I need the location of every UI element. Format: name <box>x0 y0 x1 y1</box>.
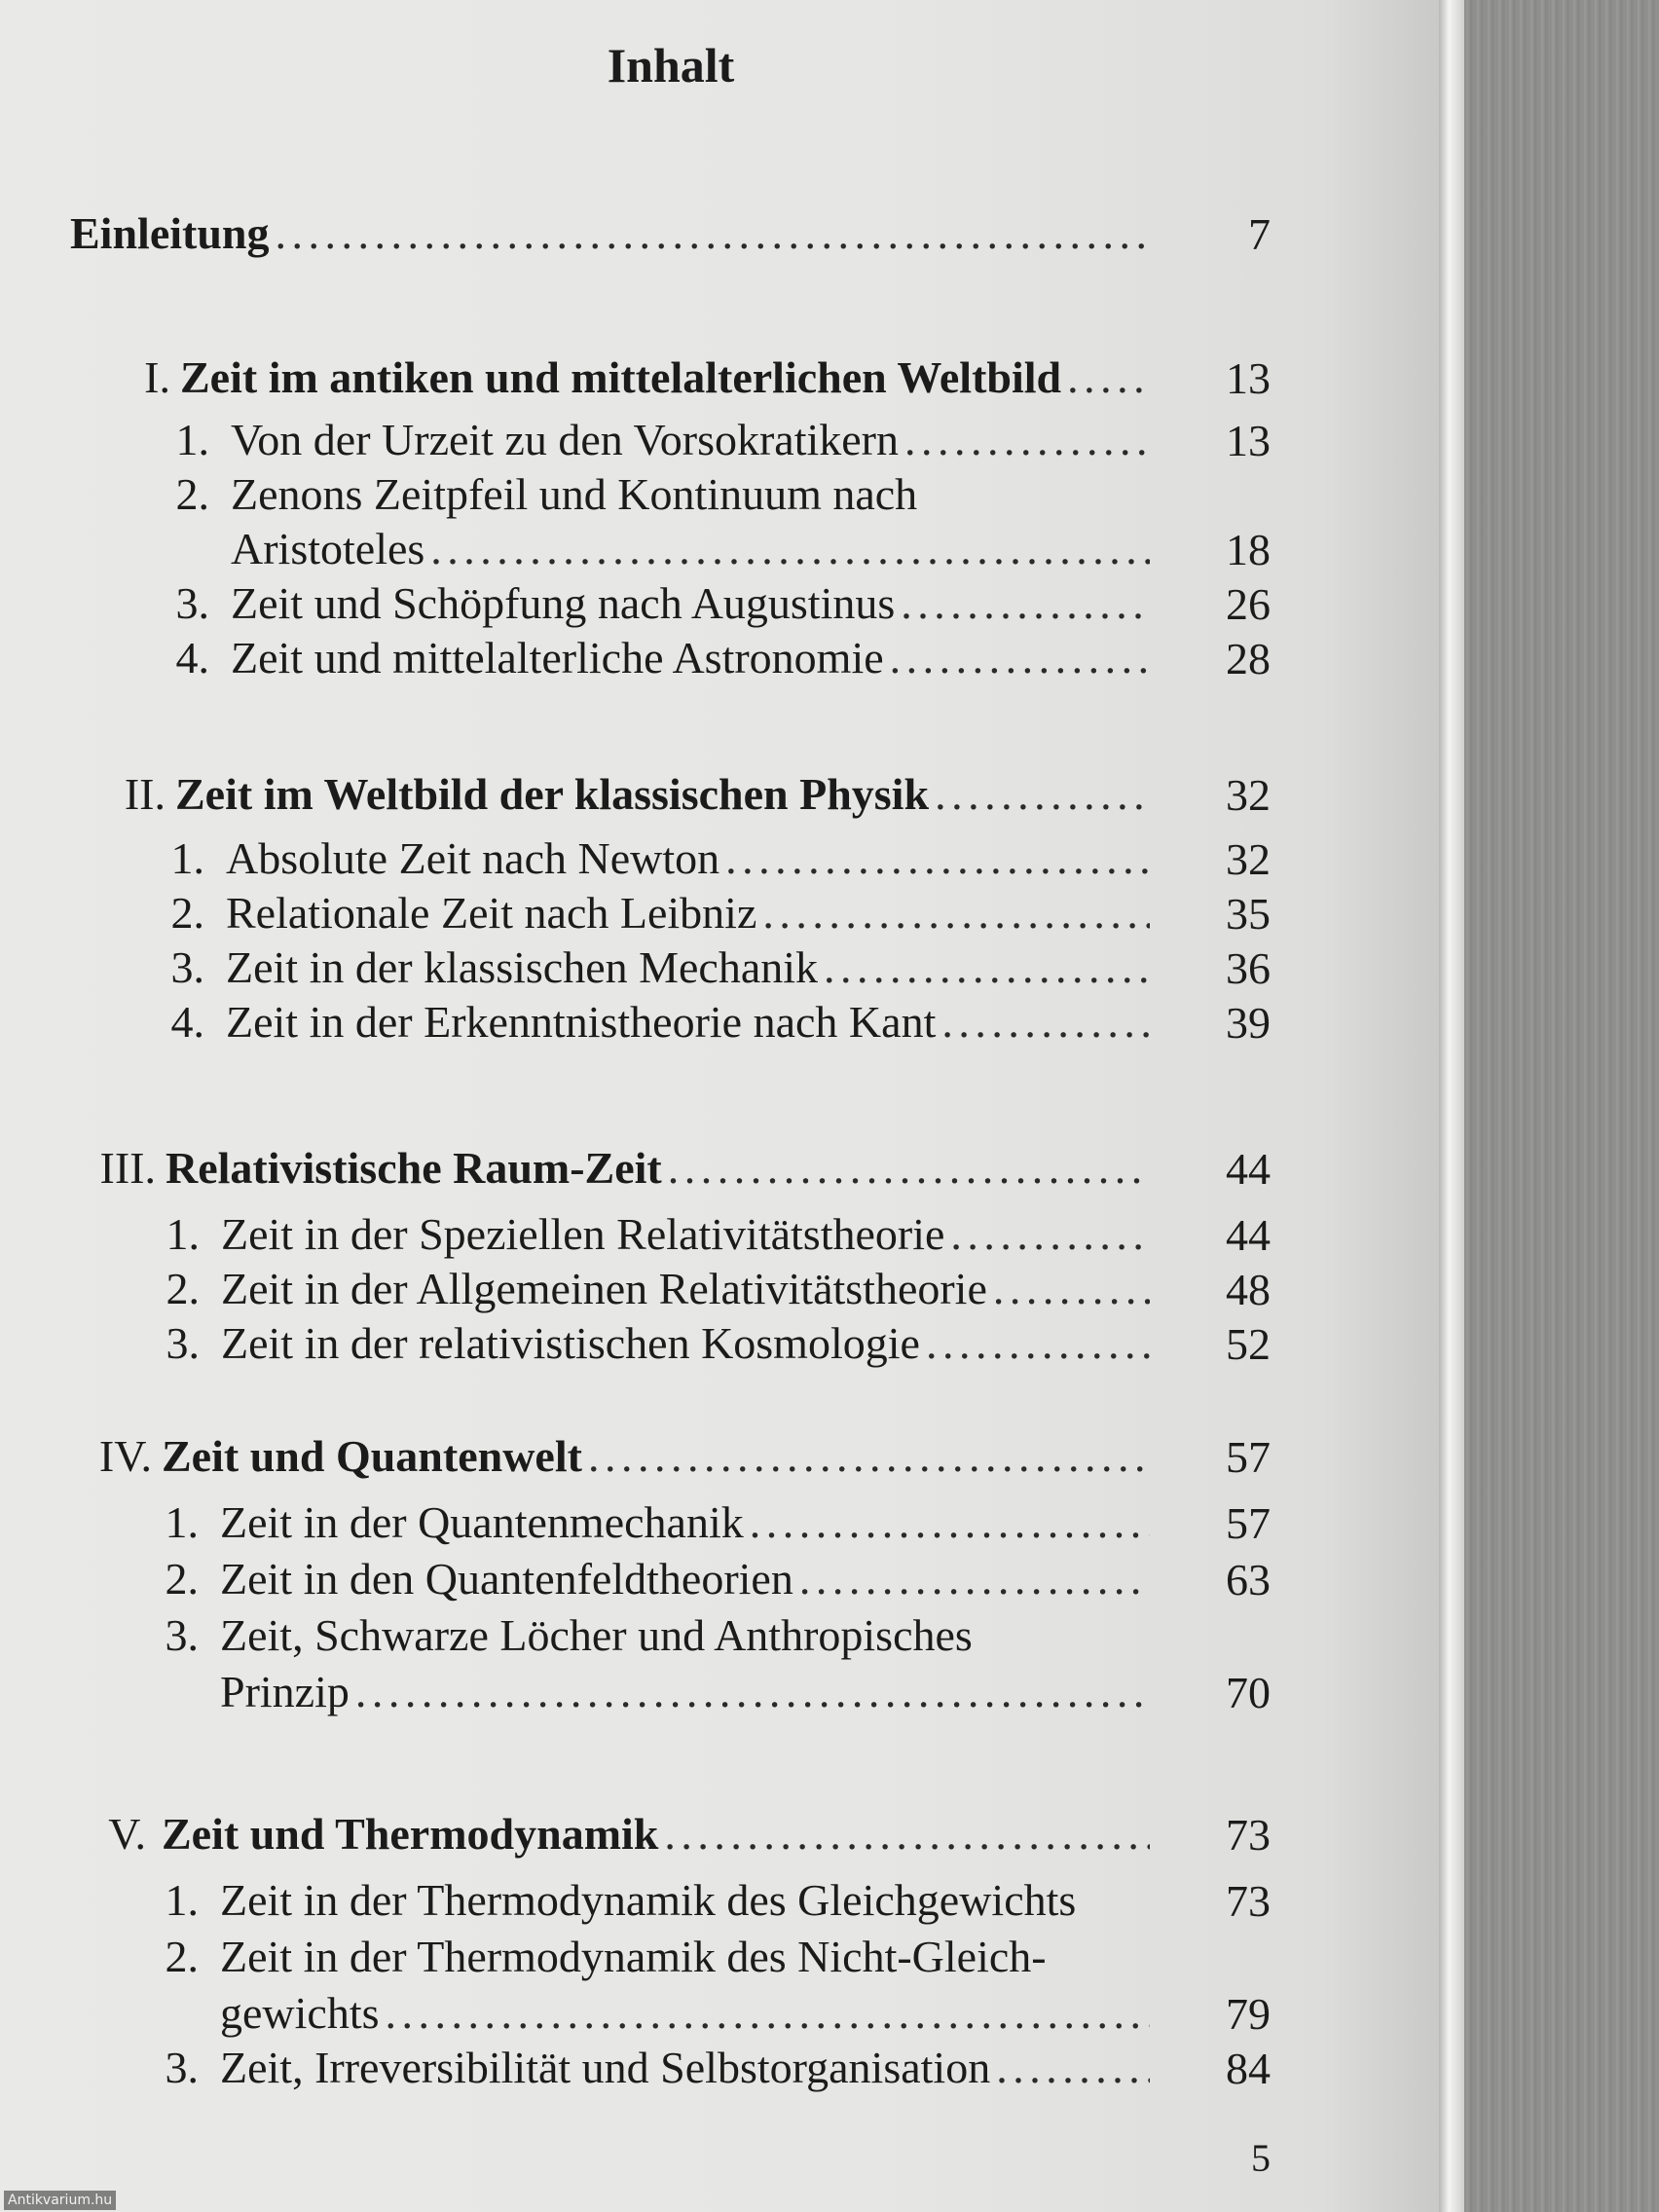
section-page: 63 <box>1226 1555 1271 1604</box>
section-title: Zeit in der Thermodynamik des Nicht-Gleich- <box>220 1932 1047 1981</box>
dot-leader <box>926 1317 1150 1369</box>
section-page: 52 <box>1226 1319 1271 1369</box>
chapter-numeral: I. <box>144 352 170 402</box>
dot-leader <box>890 632 1150 683</box>
dot-leader <box>904 414 1150 465</box>
dot-leader <box>935 768 1150 820</box>
toc-section-row <box>0 991 1163 1048</box>
chapter-title: Relativistische Raum-Zeit <box>166 1143 662 1193</box>
dot-leader <box>996 2042 1150 2093</box>
section-title: Zeit in der Erkenntnistheorie nach Kant <box>226 997 937 1047</box>
dot-leader <box>950 1208 1150 1260</box>
section-number: 4. <box>170 997 204 1047</box>
section-number: 4. <box>175 633 209 682</box>
toc-section-row <box>0 1203 1163 1260</box>
toc-section-row <box>0 937 1163 993</box>
dot-leader <box>725 832 1150 884</box>
section-number: 3. <box>170 942 204 992</box>
dot-leader <box>588 1430 1150 1482</box>
chapter-numeral: IV. <box>98 1431 152 1481</box>
section-page: 73 <box>1226 1876 1271 1926</box>
toc-chapter-row <box>0 1425 1163 1482</box>
section-page: 57 <box>1226 1498 1271 1548</box>
dot-leader <box>664 1808 1150 1860</box>
chapter-numeral: III. <box>99 1143 156 1193</box>
dot-leader <box>750 1496 1150 1548</box>
section-title-continuation: Aristoteles <box>231 524 425 573</box>
toc-section-row <box>0 1258 1163 1314</box>
section-page: 48 <box>1226 1265 1271 1314</box>
section-number: 1. <box>166 1209 200 1259</box>
section-number: 1. <box>165 1875 199 1925</box>
toc-chapter-row <box>0 1137 1163 1194</box>
section-number: 3. <box>165 2043 199 2092</box>
dot-leader <box>1067 351 1150 403</box>
toc-section-row <box>0 1312 1163 1369</box>
section-number: 2. <box>170 888 204 938</box>
section-page: 70 <box>1226 1668 1271 1717</box>
toc-section-continuation-row <box>0 1661 1163 1717</box>
toc-section-row <box>0 828 1163 884</box>
section-number: 2. <box>166 1264 200 1313</box>
section-page: 44 <box>1226 1210 1271 1260</box>
section-title-continuation: gewichts <box>220 1988 380 2038</box>
section-page: 18 <box>1226 525 1271 574</box>
chapter-title: Zeit und Thermodynamik <box>162 1809 659 1859</box>
section-number: 2. <box>175 469 209 519</box>
chapter-title: Zeit im Weltbild der klassischen Physik <box>175 769 930 819</box>
section-title: Zeit in der relativistischen Kosmologie <box>221 1318 920 1368</box>
section-page: 35 <box>1226 889 1271 939</box>
chapter-page: 73 <box>1226 1810 1271 1860</box>
section-page: 13 <box>1226 416 1271 465</box>
dot-leader <box>386 1987 1150 2039</box>
section-title: Von der Urzeit zu den Vorsokratikern <box>231 415 900 464</box>
section-title: Zeit und Schöpfung nach Augustinus <box>231 578 896 628</box>
section-title: Zeit, Schwarze Löcher und Anthropisches <box>220 1610 973 1660</box>
section-title-continuation: Prinzip <box>220 1667 350 1716</box>
toc-section-row <box>0 882 1163 939</box>
chapter-title: Zeit im antiken und mittelalterlichen Weltbild <box>180 352 1062 402</box>
toc-section-row <box>0 463 1163 520</box>
dot-leader <box>901 577 1150 629</box>
toc-section-row <box>0 2037 1163 2093</box>
chapter-page: 32 <box>1226 770 1271 820</box>
toc-section-row <box>0 1604 1163 1661</box>
chapter-numeral: V. <box>108 1809 146 1859</box>
dot-leader <box>941 996 1150 1048</box>
chapter-title: Zeit und Quantenwelt <box>162 1431 582 1481</box>
toc-intro-row <box>70 203 1163 259</box>
toc-section-row <box>0 627 1163 683</box>
page-number: 5 <box>1251 2136 1271 2180</box>
section-page: 39 <box>1226 998 1271 1048</box>
toc-section-row <box>0 409 1163 465</box>
background-surface <box>1464 0 1659 2212</box>
toc-section-row <box>0 1869 1163 1926</box>
toc-chapter-row <box>0 763 1163 820</box>
dot-leader <box>668 1142 1150 1194</box>
section-page: 28 <box>1226 634 1271 683</box>
toc-intro-label: Einleitung <box>70 208 270 258</box>
chapter-numeral: II. <box>124 769 166 819</box>
section-number: 3. <box>175 578 209 628</box>
section-page: 84 <box>1226 2044 1271 2093</box>
toc-section-row <box>0 1926 1163 1982</box>
section-number: 1. <box>170 833 204 883</box>
section-title: Zeit in der Thermodynamik des Gleichgewichts <box>220 1875 1077 1925</box>
section-title: Zeit in der Allgemeinen Relativitätstheorie <box>221 1264 987 1313</box>
page-title: Inhalt <box>607 38 735 92</box>
chapter-page: 13 <box>1226 353 1271 403</box>
toc-section-continuation-row <box>0 518 1163 574</box>
section-title: Zeit in den Quantenfeldtheorien <box>220 1554 793 1604</box>
toc-section-row <box>0 1548 1163 1604</box>
toc-intro-page: 7 <box>1248 209 1271 259</box>
section-number: 2. <box>165 1932 199 1981</box>
section-number: 3. <box>165 1610 199 1660</box>
dot-leader <box>762 887 1150 939</box>
section-title: Relationale Zeit nach Leibniz <box>226 888 757 938</box>
dot-leader <box>799 1553 1150 1604</box>
toc-chapter-row <box>0 1803 1163 1860</box>
chapter-page: 44 <box>1226 1144 1271 1194</box>
section-page: 32 <box>1226 834 1271 884</box>
section-title: Zeit in der Quantenmechanik <box>220 1497 744 1547</box>
toc-section-continuation-row <box>0 1982 1163 2039</box>
section-page: 26 <box>1226 579 1271 629</box>
section-number: 3. <box>166 1318 200 1368</box>
watermark: Antikvarium.hu <box>4 2191 116 2210</box>
toc-section-row <box>0 1492 1163 1548</box>
section-page: 79 <box>1226 1989 1271 2039</box>
section-number: 1. <box>175 415 209 464</box>
section-page: 36 <box>1226 943 1271 993</box>
section-number: 1. <box>165 1497 199 1547</box>
toc-section-row <box>0 572 1163 629</box>
section-title: Zeit in der klassischen Mechanik <box>226 942 819 992</box>
section-title: Zeit und mittelalterliche Astronomie <box>231 633 884 682</box>
section-title: Zeit, Irreversibilität und Selbstorganisation <box>220 2043 991 2092</box>
section-number: 2. <box>165 1554 199 1604</box>
dot-leader <box>824 941 1150 993</box>
section-title: Zenons Zeitpfeil und Kontinuum nach <box>231 469 918 519</box>
dot-leader <box>993 1263 1150 1314</box>
section-title: Zeit in der Speziellen Relativitätstheorie <box>221 1209 945 1259</box>
chapter-page: 57 <box>1226 1432 1271 1482</box>
dot-leader <box>355 1666 1150 1717</box>
toc-chapter-row <box>0 347 1163 403</box>
page-edge <box>1439 0 1464 2212</box>
dot-leader <box>276 207 1150 259</box>
dot-leader <box>430 523 1150 574</box>
section-title: Absolute Zeit nach Newton <box>226 833 720 883</box>
